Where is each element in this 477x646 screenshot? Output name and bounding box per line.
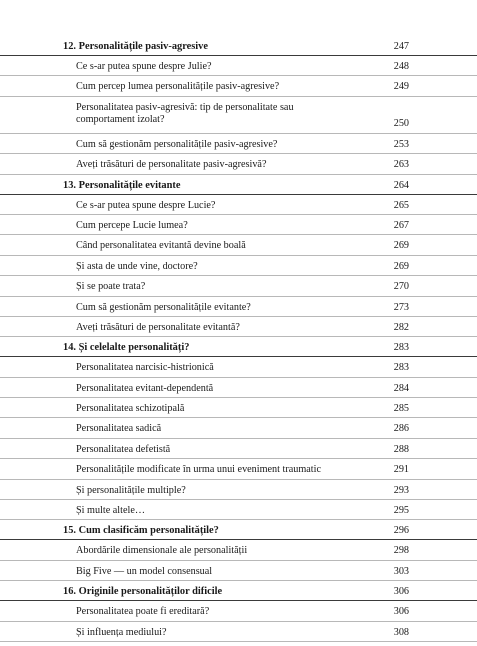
- section-page-number: 269: [393, 260, 409, 272]
- section-page-number: 282: [393, 321, 409, 333]
- section-row: [0, 56, 477, 76]
- section-row: [0, 601, 477, 621]
- section-title: Cum să gestionăm personalitățile evitante?: [76, 301, 251, 313]
- section-row: [0, 195, 477, 215]
- section-row: [0, 439, 477, 459]
- chapter-title-text: Cum clasificăm personalitățile?: [78, 525, 219, 537]
- section-page-number: 284: [393, 382, 409, 394]
- section-row: [0, 378, 477, 398]
- section-page-number: 248: [393, 61, 409, 72]
- section-row: [0, 76, 477, 96]
- section-page-number: 263: [393, 159, 409, 171]
- section-row: [0, 540, 477, 560]
- chapter-heading-row: [0, 337, 477, 357]
- section-page-number: 285: [393, 403, 409, 415]
- section-title: Și se poate trata?: [76, 281, 146, 293]
- section-title: Personalitatea pasiv-agresivă: tip de personalitate sau comportament izolat?: [76, 101, 294, 126]
- section-page-number: 283: [393, 362, 409, 374]
- chapter-number: 14.: [63, 342, 76, 354]
- section-title: Personalitatea sadică: [76, 423, 162, 435]
- section-title: Și influența mediului?: [76, 626, 167, 638]
- section-row: [0, 276, 477, 296]
- section-title: Și multe altele…: [76, 505, 146, 517]
- section-title: Ce s-ar putea spune despre Lucie?: [76, 199, 216, 211]
- section-row: [0, 622, 477, 642]
- chapter-page-number: 296: [393, 525, 409, 537]
- chapter-title-text: Originile personalităților dificile: [78, 586, 223, 598]
- section-page-number: 265: [393, 199, 409, 211]
- section-page-number: 288: [393, 443, 409, 455]
- section-page-number: 253: [393, 138, 409, 150]
- chapter-number: 12.: [63, 41, 76, 52]
- chapter-heading-row: [0, 36, 477, 56]
- section-row: [0, 459, 477, 479]
- section-title: Și personalitățile multiple?: [76, 484, 186, 496]
- section-page-number: 286: [393, 423, 409, 435]
- chapter-title-text: Și celelalte personalități?: [78, 342, 190, 354]
- section-page-number: 308: [393, 626, 409, 638]
- section-page-number: 306: [393, 606, 409, 618]
- section-row: [0, 297, 477, 317]
- section-title: Personalitatea schizotipală: [76, 403, 185, 415]
- chapter-heading-row: [0, 175, 477, 195]
- section-page-number: 291: [393, 464, 409, 476]
- chapter-number: 15.: [63, 525, 76, 537]
- section-title: Cum percep lumea personalitățile pasiv-agresive?: [76, 81, 280, 93]
- section-title: Când personalitatea evitantă devine boală: [76, 240, 246, 252]
- section-title: Personalitățile modificate în urma unui eveniment traumatic: [76, 464, 321, 476]
- chapter-page-number: 306: [393, 586, 409, 598]
- chapter-title: [63, 180, 348, 193]
- section-title: Și asta de unde vine, doctore?: [76, 260, 198, 272]
- section-row: [0, 357, 477, 377]
- section-row: [0, 256, 477, 276]
- section-page-number: 293: [393, 484, 409, 496]
- section-title: Ce s-ar putea spune despre Julie?: [76, 61, 212, 72]
- section-title: Big Five — un model consensual: [76, 565, 213, 577]
- section-title: Personalitatea narcisic-histrionică: [76, 362, 214, 374]
- chapter-page-number: 264: [393, 179, 409, 191]
- section-row: [0, 154, 477, 174]
- chapter-title: [63, 41, 348, 54]
- section-page-number: 273: [393, 301, 409, 313]
- section-title: Cum să gestionăm personalitățile pasiv-agresive?: [76, 138, 278, 150]
- chapter-number: 16.: [63, 586, 76, 598]
- chapter-title-text: Personalitățile evitante: [78, 179, 181, 191]
- section-page-number: 303: [393, 565, 409, 577]
- section-row: [0, 480, 477, 500]
- section-title: Personalitatea poate fi ereditară?: [76, 606, 210, 618]
- chapter-number: 13.: [63, 179, 76, 191]
- chapter-page-number: 283: [393, 342, 409, 354]
- section-title: Personalitatea defetistă: [76, 443, 171, 455]
- section-page-number: 298: [393, 545, 409, 557]
- section-title: Cum percepe Lucie lumea?: [76, 219, 188, 231]
- section-row: [0, 134, 477, 154]
- section-row: [0, 500, 477, 520]
- section-page-number: 295: [393, 505, 409, 517]
- chapter-heading-row: [0, 520, 477, 540]
- chapter-page-number: 247: [393, 41, 409, 52]
- table-of-contents: [0, 36, 477, 642]
- chapter-title: [63, 525, 348, 538]
- chapter-title: [63, 586, 348, 599]
- section-row: [0, 418, 477, 438]
- section-page-number: 270: [393, 281, 409, 293]
- section-title: Abordările dimensionale ale personalității: [76, 545, 248, 557]
- section-row: [0, 235, 477, 255]
- section-page-number: 250: [393, 117, 409, 129]
- section-title: Aveți trăsături de personalitate pasiv-agresivă?: [76, 159, 267, 171]
- section-row: [0, 398, 477, 418]
- section-title: Aveți trăsături de personalitate evitantă?: [76, 321, 240, 333]
- chapter-title: [63, 342, 348, 355]
- section-page-number: 269: [393, 240, 409, 252]
- section-row: [0, 97, 477, 134]
- section-row: [0, 215, 477, 235]
- chapter-heading-row: [0, 581, 477, 601]
- section-row: [0, 317, 477, 337]
- chapter-title-text: Personalitățile pasiv-agresive: [78, 41, 208, 52]
- section-page-number: 249: [393, 81, 409, 93]
- section-page-number: 267: [393, 219, 409, 231]
- section-title: Personalitatea evitant-dependentă: [76, 382, 214, 394]
- section-row: [0, 561, 477, 581]
